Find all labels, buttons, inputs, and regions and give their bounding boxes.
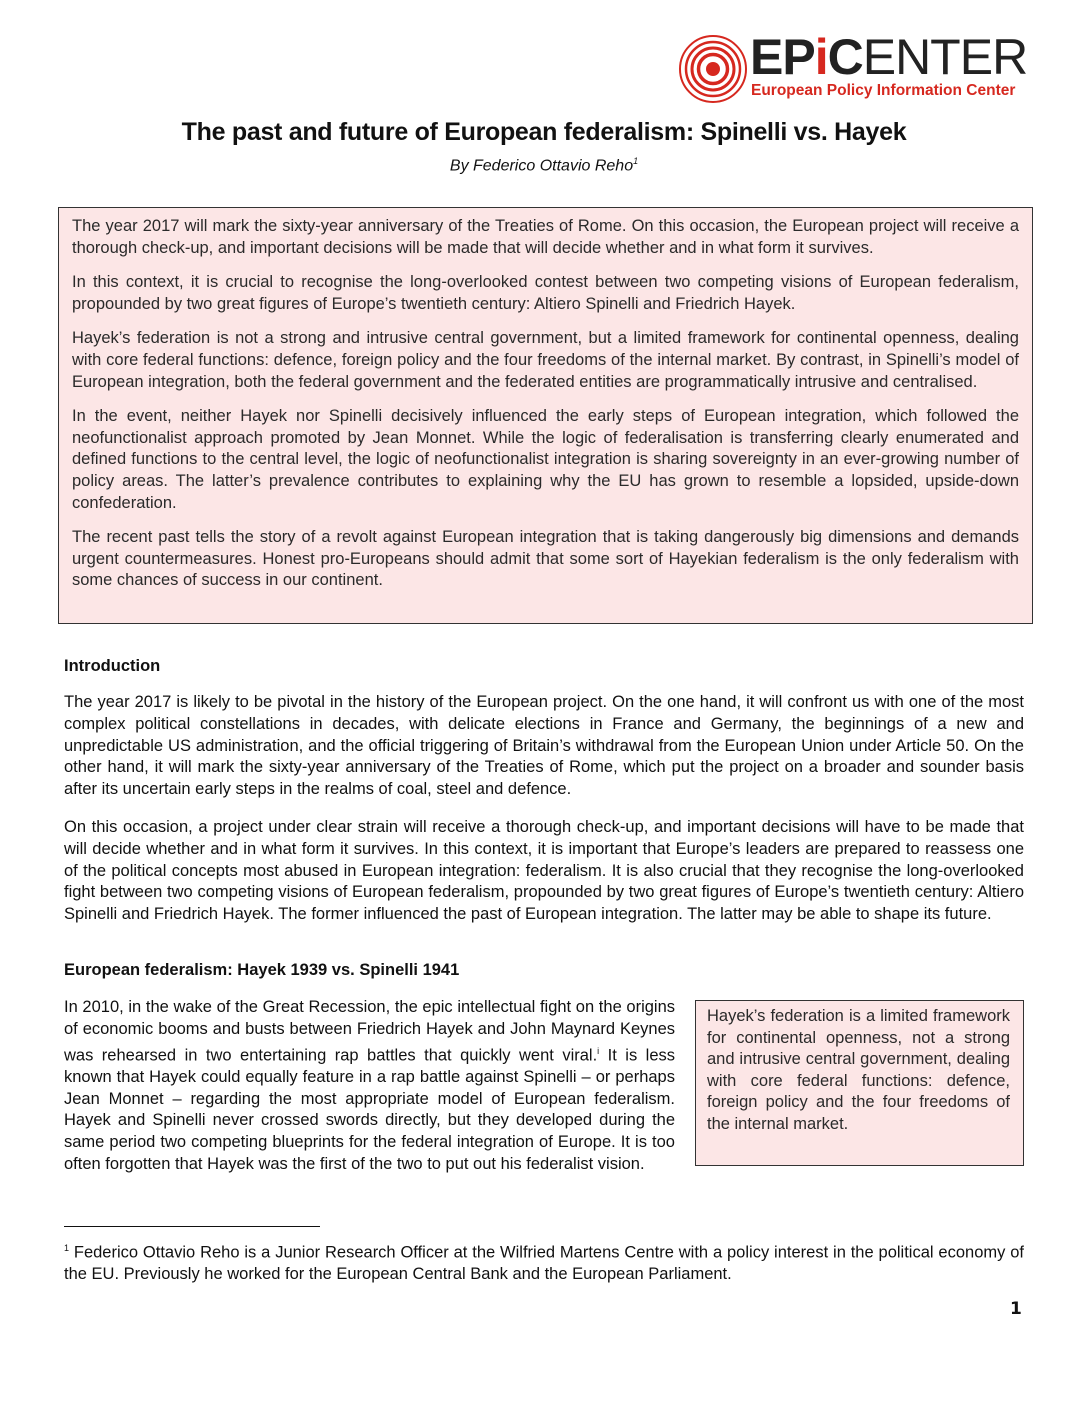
abstract-paragraph: The recent past tells the story of a revolt against European integration that is taking dangerously big dimensions and demands urgent countermeasures. Honest pro-Europeans should admit that some sort of Hayekian federalism is the only federalism with some chances of success in our continent. [72, 528, 1019, 590]
footnote-text: Federico Ottavio Reho is a Junior Research Officer at the Wilfried Martens Centre with a policy interest in the political economy of the EU. Previously he worked for the European Central Bank and the European Parliament. [64, 1243, 1024, 1284]
page-number: 1 [1010, 1299, 1022, 1319]
footnote [64, 1238, 1024, 1286]
abstract-paragraph: Hayek’s federation is not a strong and intrusive central government, but a limited framework for continental openness, dealing with core federal functions: defence, foreign policy and the four freedoms of the internal market. By contrast, in Spinelli’s model of European integration, both the federal government and the federated entities are programmatically intrusive and centralised. [72, 329, 1019, 391]
logo-tagline: European Policy Information Center [751, 82, 1016, 99]
pull-quote-text: Hayek’s federation is a limited framework for continental openness, not a strong and intrusive central government, dealing with core federal functions: defence, foreign policy and the four freedoms of the internal market. [707, 1007, 1010, 1133]
abstract-paragraph: In the event, neither Hayek nor Spinelli decisively influenced the early steps of European integration, which followed the neofunctionalist approach promoted by Jean Monnet. While the logic of federalisation is transferring clearly enumerated and defined functions to the central level, the logic of neofunctionalist integration is sharing sovereignty in an ever-growing number of policy areas. The latter’s prevalence contributes to explaining why the EU has grown to resemble a lopsided, upside-down confederation. [72, 407, 1019, 512]
footnote-mark: 1 [64, 1243, 70, 1253]
byline [0, 156, 1088, 175]
introduction-heading: Introduction [64, 657, 161, 675]
federalism-paragraph [64, 997, 675, 1176]
federalism-text: It is less known that Hayek could equally feature in a rap battle against Spinelli – or perhaps Jean Monnet – regarding the most appropriate model of European federalism. Hayek and Spinelli never crossed swords directly, but they developed during the same period two competing blueprints for the federal integration of Europe. It is too often forgotten that Hayek was the first of the two to put out his federalist vision. [64, 1046, 675, 1174]
introduction-paragraph: The year 2017 is likely to be pivotal in the history of the European project. On the one hand, it will confront us with one of the most complex political constellations in decades, with delicate elections in France and Germany, the beginnings of a new and unpredictable US administration, and the official triggering of Britain’s withdrawal from the European Union under Article 50. On the other hand, it will mark the sixty-year anniversary of the Treaties of Rome, which put the project on a broader and sounder basis after its uncertain early steps in the realms of coal, steel and defence. [64, 693, 1024, 799]
federalism-text: In 2010, in the wake of the Great Recession, the epic intellectual fight on the origins of economic booms and busts between Friedrich Hayek and John Maynard Keynes was rehearsed in two entertaining rap battles that quickly went viral. [64, 998, 675, 1065]
abstract-paragraph: In this context, it is crucial to recognise the long-overlooked contest between two competing visions of European federalism, propounded by two great figures of Europe’s twentieth century: Altiero Spinelli and Friedrich Hayek. [72, 273, 1019, 313]
logo-wordmark: EPiCENTER [750, 29, 1028, 85]
byline-text: By Federico Ottavio Reho [449, 157, 634, 175]
footnote-divider [64, 1226, 320, 1227]
introduction-paragraph: On this occasion, a project under clear strain will receive a thorough check-up, and important decisions will have to be made that will decide whether and in what form it survives. In this context, it is important that Europe’s leaders are prepared to reassess one of the political concepts most abused in European integration: federalism. It is also crucial that they recognise the long-overlooked fight between two competing visions of European federalism, propounded by two great figures of Europe’s twentieth century: Altiero Spinelli and Friedrich Hayek. The former influenced the past of European integration. The latter may be able to shape its future. [64, 818, 1024, 924]
abstract-paragraph: The year 2017 will mark the sixty-year anniversary of the Treaties of Rome. On this occasion, the European project will receive a thorough check-up, and important decisions will be made that will decide whether and in what form it survives. [72, 217, 1019, 257]
pull-quote-box [695, 1000, 1024, 1166]
endnote-mark[interactable]: i [597, 1045, 600, 1056]
byline-footnote-mark: 1 [633, 156, 639, 166]
federalism-heading: European federalism: Hayek 1939 vs. Spinelli 1941 [64, 961, 460, 979]
document-title: The past and future of European federalism: Spinelli vs. Hayek [181, 118, 907, 146]
epicenter-logo [678, 29, 1038, 104]
abstract-box [58, 207, 1033, 624]
concentric-circles-icon [678, 34, 748, 104]
